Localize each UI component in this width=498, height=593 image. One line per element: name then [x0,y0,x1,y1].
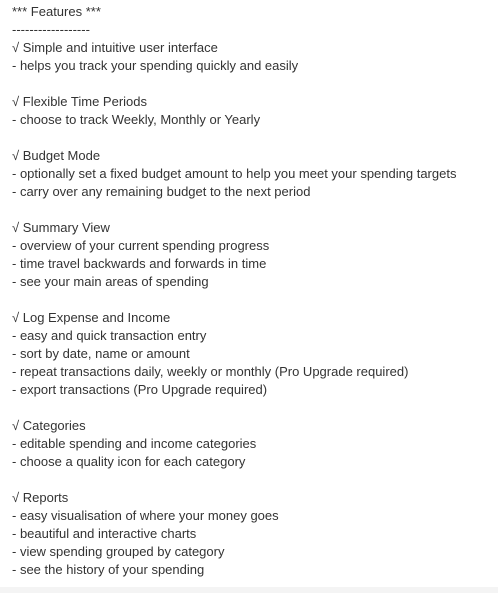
section-categories [12,417,498,471]
section-time-periods [12,93,498,129]
spacer [12,399,498,417]
list-item: - overview of your current spending progress [12,238,270,253]
list-item: - easy and quick transaction entry [12,328,207,343]
section-log-expense [12,309,498,399]
spacer [12,291,498,309]
bottom-edge-strip [0,587,498,593]
list-item: - time travel backwards and forwards in time [12,256,267,271]
section-heading: √ Log Expense and Income [12,310,171,325]
section-heading: √ Reports [12,490,69,505]
list-item: - beautiful and interactive charts [12,526,197,541]
spacer [12,75,498,93]
list-item: - repeat transactions daily, weekly or monthly (Pro Upgrade required) [12,364,409,379]
section-heading: √ Flexible Time Periods [12,94,148,109]
list-item: - choose a quality icon for each category [12,454,246,469]
list-item: - easy visualisation of where your money goes [12,508,279,523]
section-heading: √ Budget Mode [12,148,101,163]
section-budget-mode [12,147,498,201]
section-heading: √ Categories [12,418,86,433]
section-summary-view [12,219,498,291]
list-item: - editable spending and income categories [12,436,257,451]
list-item: - see the history of your spending [12,562,205,577]
section-reports [12,489,498,579]
list-item: - optionally set a fixed budget amount to help you meet your spending targets [12,166,457,181]
title-underline: ------------------ [12,22,90,37]
section-heading: √ Simple and intuitive user interface [12,40,218,55]
list-item: - view spending grouped by category [12,544,225,559]
section-heading: √ Summary View [12,220,110,235]
spacer [12,471,498,489]
list-item: - export transactions (Pro Upgrade required) [12,382,268,397]
spacer [12,129,498,147]
section-interface [12,39,498,75]
features-title: *** Features *** [12,4,101,19]
list-item: - carry over any remaining budget to the next period [12,184,311,199]
list-item: - see your main areas of spending [12,274,209,289]
spacer [12,201,498,219]
list-item: - choose to track Weekly, Monthly or Yearly [12,112,261,127]
list-item: - helps you track your spending quickly and easily [12,58,299,73]
list-item: - sort by date, name or amount [12,346,190,361]
